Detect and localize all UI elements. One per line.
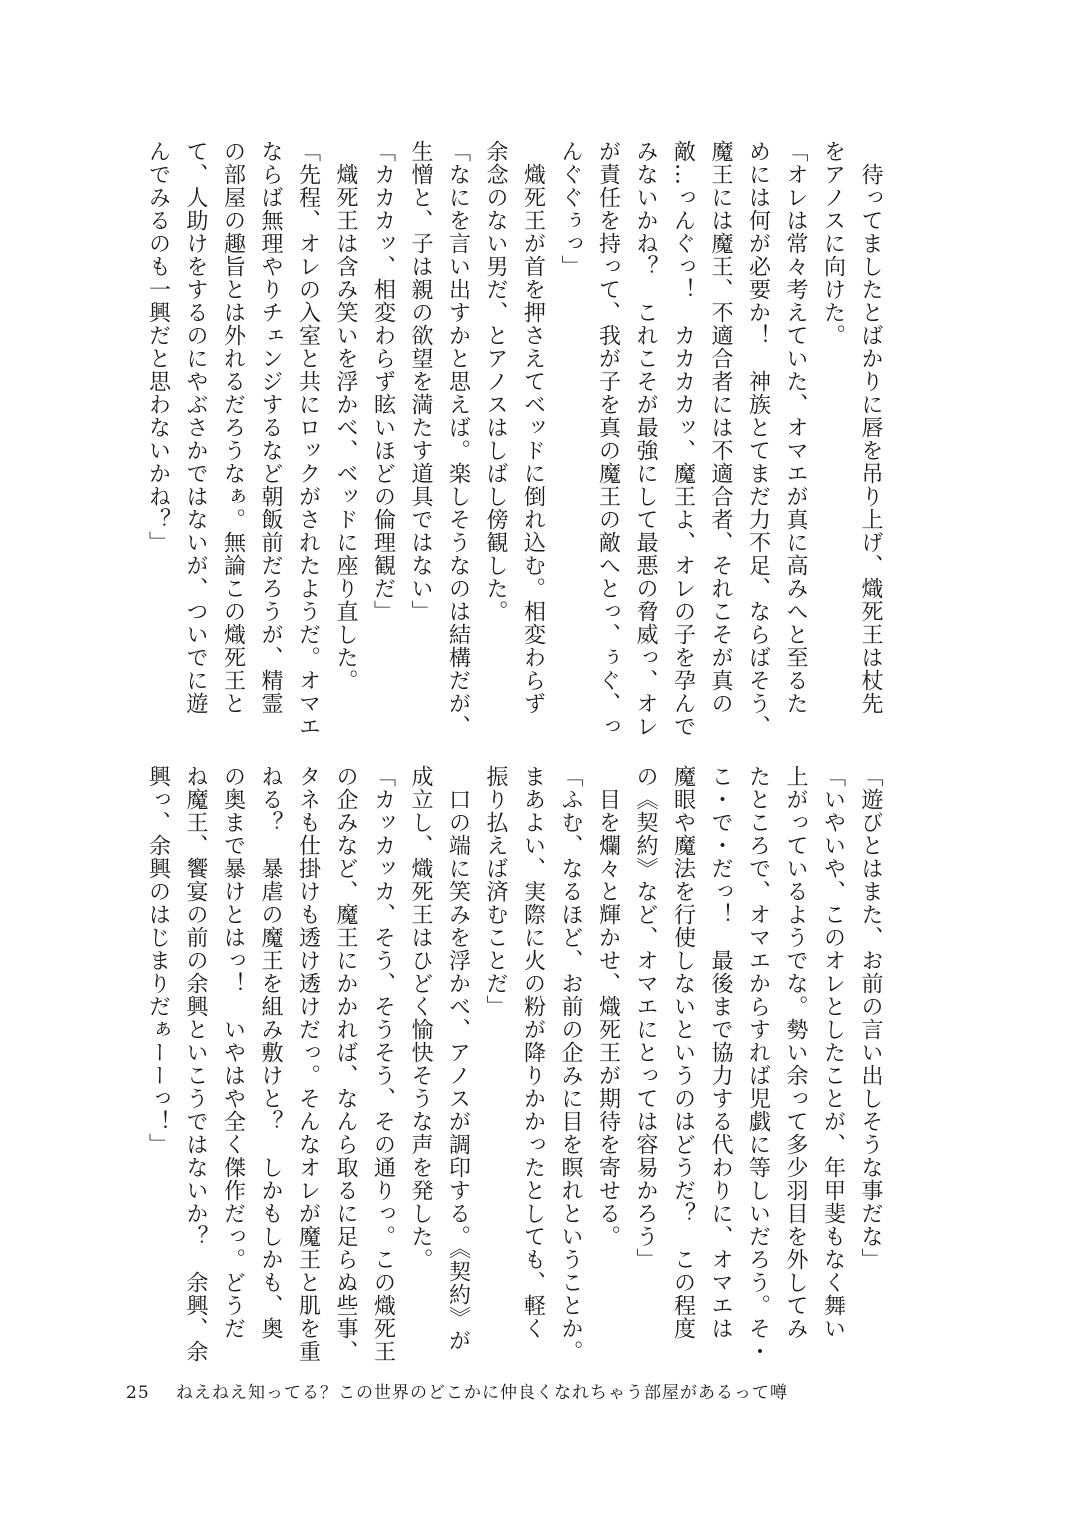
text-line: 「ふむ、なるほど、お前の企みに目を瞑れということか。	[558, 765, 583, 1363]
text-line: タネも仕掛けも透け透けだっ。そんなオレが魔王と肌を重	[295, 765, 321, 1363]
page-number: 25	[126, 1383, 150, 1403]
text-line: 生憎と、子は親の欲望を満たす道具ではない」	[408, 140, 433, 623]
text-line: が責任を持って、我が子を真の魔王の敵へとっ、ぅぐ、っ	[595, 140, 621, 738]
text-line: 「先程、オレの入室と共にロックがされたようだ。オマエ	[295, 140, 321, 738]
text-line: 上がっているようでな。勢い余って多少羽目を外してみ	[783, 765, 808, 1340]
text-line: 待ってましたとばかりに唇を吊り上げ、熾死王は杖先	[858, 140, 883, 715]
text-line: 魔王には魔王、不適合者には不適合者、それこそが真の	[708, 140, 733, 715]
text-line: 「なにを言い出すかと思えば。楽しそうなのは結構だが、	[445, 140, 471, 738]
text-line: 興っ、余興のはじまりだぁーーっ！」	[145, 765, 171, 1156]
text-line: の奥まで暴けとはっ！ いやはや全く傑作だっ。どうだ	[220, 765, 246, 1340]
text-line: めには何が必要か！ 神族とてまだ力不足、ならばそう、	[745, 140, 771, 738]
text-line: んぐぐぅっ」	[558, 140, 583, 278]
text-line: 魔眼や魔法を行使しないというのはどうだ？ この程度	[670, 765, 696, 1340]
text-line: たところで、オマエからすれば児戯に等しいだろう。そ・	[745, 765, 771, 1363]
text-line: 成立し、熾死王はひどく愉快そうな声を発した。	[408, 765, 433, 1271]
text-line: 敵…っんぐっ！ カカカカッ、魔王よ、オレの子を孕んで	[670, 140, 696, 738]
text-line: 目を爛々と輝かせ、熾死王が期待を寄せる。	[595, 765, 621, 1248]
text-line: みないかね？ これこそが最強にして最悪の脅威っ、オレ	[633, 140, 658, 738]
text-line: 振り払えば済むことだ」	[483, 765, 508, 1018]
text-line: て、人助けをするのにやぶさかではないが、ついでに遊	[183, 140, 208, 715]
text-line: 「カカカッ、相変わらず眩いほどの倫理観だ」	[370, 140, 396, 623]
text-line: んでみるのも一興だと思わないかね？」	[145, 140, 171, 554]
text-line: こ・で・だっ！ 最後まで協力する代わりに、オマエは	[708, 765, 733, 1340]
text-line: をアノスに向けた。	[820, 140, 846, 347]
text-line: 熾死王が首を押さえてベッドに倒れ込む。相変わらず	[520, 140, 546, 715]
text-line: 口の端に笑みを浮かべ、アノスが調印する。《契約》が	[445, 765, 471, 1352]
text-line: 「遊びとはまた、お前の言い出しそうな事だな」	[858, 765, 883, 1271]
text-line: ね魔王、饗宴の前の余興といこうではないか？ 余興、余	[183, 765, 208, 1363]
text-line: 余念のない男だ、とアノスはしばし傍観した。	[483, 140, 508, 623]
text-line: 「カッカッカ、そう、そうそう、その通りっ。この熾死王	[370, 765, 396, 1363]
running-title: ねえねえ知ってる？この世界のどこかに仲良くなれちゃう部屋があるって噂	[176, 1383, 788, 1403]
upper-text-block	[139, 140, 889, 738]
text-line: 「いやいや、このオレとしたことが、年甲斐もなく舞い	[820, 765, 846, 1340]
text-line: の《契約》など、オマエにとっては容易かろう」	[633, 765, 658, 1271]
text-line: ねる？ 暴虐の魔王を組み敷けと？ しかもしかも、奥	[258, 765, 283, 1340]
text-line: まあよい、実際に火の粉が降りかかったとしても、軽く	[520, 765, 546, 1340]
text-line: 熾死王は含み笑いを浮かべ、ベッドに座り直した。	[333, 140, 358, 692]
text-line: の企みなど、魔王にかかれば、なんら取るに足らぬ些事、	[333, 765, 358, 1363]
page-footer	[126, 1378, 788, 1403]
lower-text-block	[139, 765, 889, 1363]
text-line: の部屋の趣旨とは外れるだろうなぁ。無論この熾死王と	[220, 140, 246, 715]
text-line: 「オレは常々考えていた、オマエが真に高みへと至るた	[783, 140, 808, 715]
text-line: ならば無理やりチェンジするなど朝飯前だろうが、精霊	[258, 140, 283, 715]
